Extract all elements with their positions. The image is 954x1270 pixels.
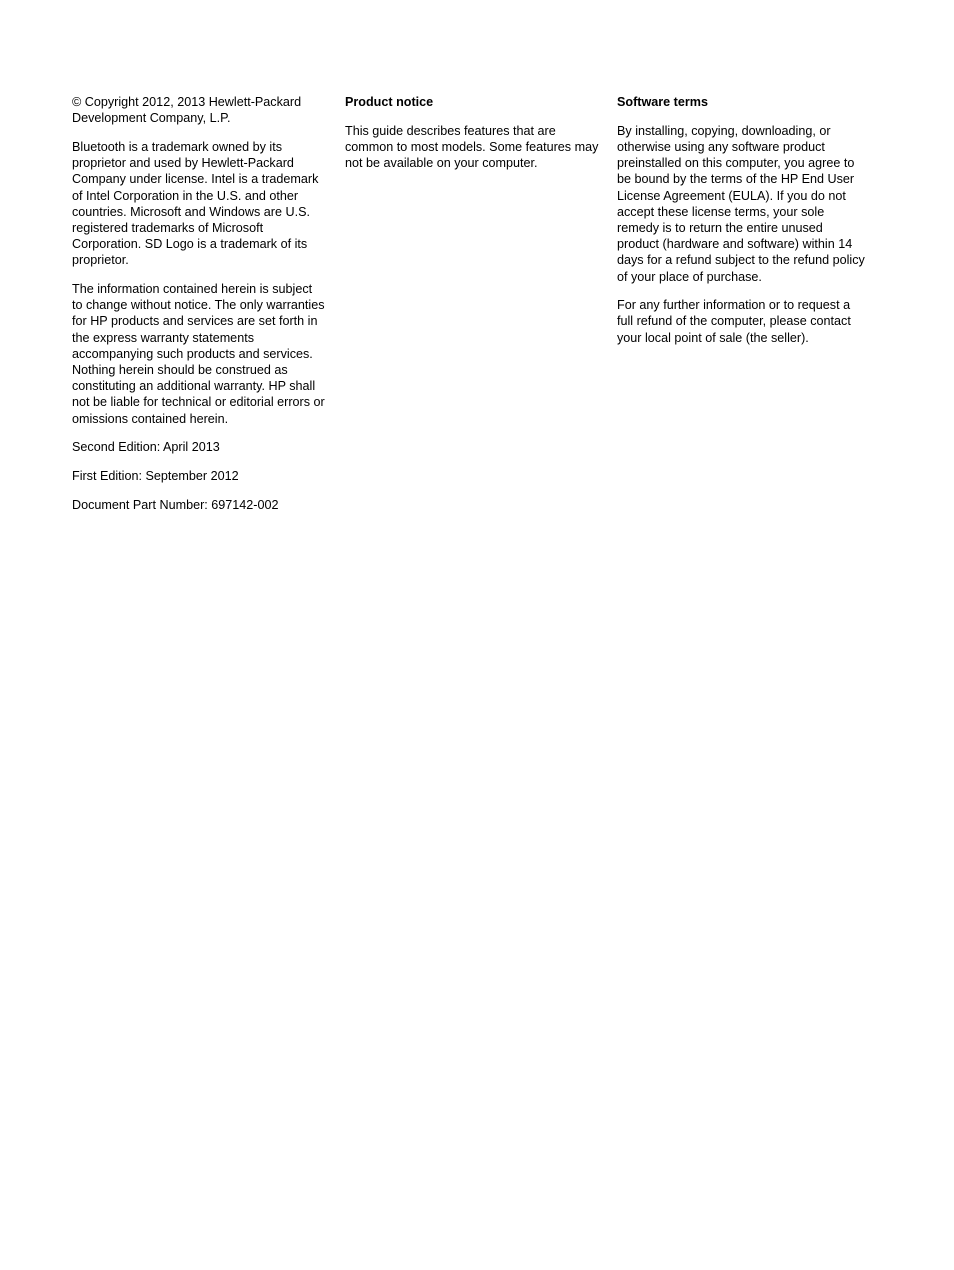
- second-edition-text: Second Edition: April 2013: [72, 440, 220, 455]
- product-notice-heading: Product notice: [345, 95, 434, 109]
- product-notice-column: [345, 94, 599, 184]
- software-terms-column: [617, 94, 865, 358]
- product-notice-text: This guide describes features that are common to most models. Some features may not be available on your computer.: [345, 123, 599, 171]
- legal-column: [72, 94, 326, 525]
- software-terms-heading: Software terms: [617, 95, 708, 109]
- refund-info-text: For any further information or to request a full refund of the computer, please contact your local point of sale (the seller).: [617, 298, 851, 345]
- disclaimer-text: The information contained herein is subject to change without notice. The only warranties for HP products and services are set forth in the express warranty statements accompanying such products and services. Nothing herein should be construed as constituting an additional warranty. HP shall not be liable for technical or editorial errors or omissions contained herein.: [72, 282, 325, 426]
- trademarks-text: Bluetooth is a trademark owned by its proprietor and used by Hewlett-Packard Company under license. Intel is a trademark of Intel Corporation in the U.S. and other countries. Microsoft and Windows are U.S. registered trademarks of Microsoft Corporation. SD Logo is a trademark of its proprietor.: [72, 139, 319, 268]
- software-terms-text: By installing, copying, downloading, or otherwise using any software product preinstalled on this computer, you agree to be bound by the terms of the HP End User License Agreement (EULA). If you do not accept these license terms, your sole remedy is to return the entire unused product (hardware and software) within 14 days for a refund subject to the refund policy of your place of purchase.: [617, 123, 865, 284]
- first-edition-text: First Edition: September 2012: [72, 469, 239, 484]
- copyright-text: © Copyright 2012, 2013 Hewlett-Packard Development Company, L.P.: [72, 95, 302, 126]
- part-number-text: Document Part Number: 697142-002: [72, 497, 279, 512]
